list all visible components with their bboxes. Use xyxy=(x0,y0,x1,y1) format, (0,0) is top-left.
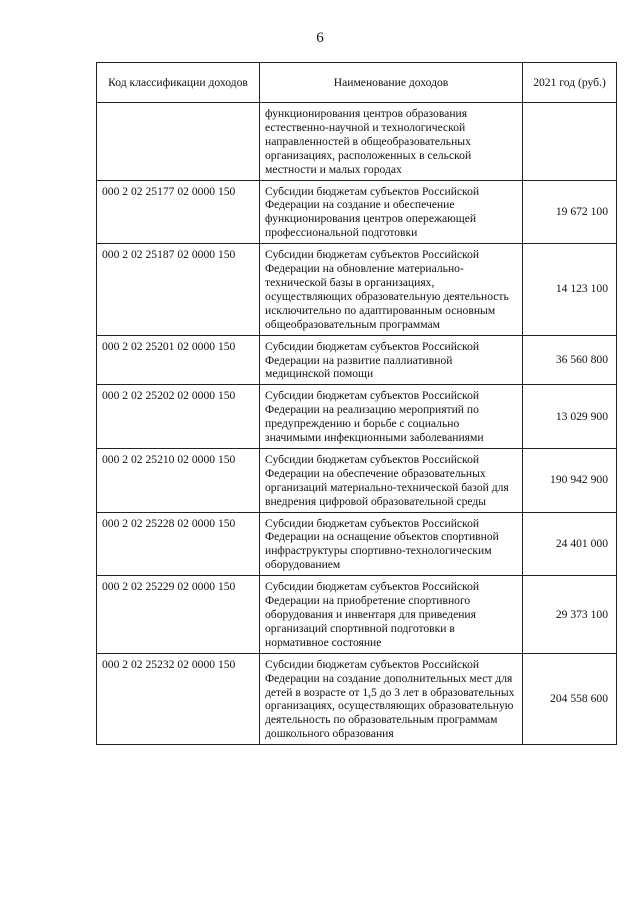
amount-cell: 24 401 000 xyxy=(523,512,617,576)
code-cell: 000 2 02 25232 02 0000 150 xyxy=(97,653,260,744)
table-row xyxy=(97,512,617,576)
header-code: Код классификации доходов xyxy=(97,63,260,103)
code-cell: 000 2 02 25201 02 0000 150 xyxy=(97,335,260,385)
amount-cell: 190 942 900 xyxy=(523,448,617,512)
amount-cell: 14 123 100 xyxy=(523,244,617,335)
header-name: Наименование доходов xyxy=(260,63,523,103)
page-number: 6 xyxy=(316,30,324,46)
name-cell: Субсидии бюджетам субъектов Российской Федерации на обновление материально-технической базы в организациях, осуществляющих образовательную деятельность исключительно по адаптированным основным общеобразовательным программам xyxy=(260,244,523,335)
code-cell: 000 2 02 25210 02 0000 150 xyxy=(97,448,260,512)
amount-cell-empty xyxy=(523,103,617,181)
table-header-row xyxy=(97,63,617,103)
amount-cell: 36 560 800 xyxy=(523,335,617,385)
table-row xyxy=(97,180,617,244)
code-cell: 000 2 02 25229 02 0000 150 xyxy=(97,576,260,654)
amount-cell: 204 558 600 xyxy=(523,653,617,744)
code-cell: 000 2 02 25202 02 0000 150 xyxy=(97,385,260,449)
table-row-continuation xyxy=(97,103,617,181)
name-cell: Субсидии бюджетам субъектов Российской Федерации на обеспечение образовательных организаций материально-технической базой для внедрения цифровой образовательной среды xyxy=(260,448,523,512)
code-cell: 000 2 02 25228 02 0000 150 xyxy=(97,512,260,576)
table-row xyxy=(97,653,617,744)
name-cell: Субсидии бюджетам субъектов Российской Федерации на оснащение объектов спортивной инфраструктуры спортивно-технологическим оборудованием xyxy=(260,512,523,576)
table-row xyxy=(97,385,617,449)
amount-cell: 13 029 900 xyxy=(523,385,617,449)
code-cell-empty xyxy=(97,103,260,181)
name-cell: Субсидии бюджетам субъектов Российской Федерации на развитие паллиативной медицинской помощи xyxy=(260,335,523,385)
name-cell: Субсидии бюджетам субъектов Российской Федерации на реализацию мероприятий по предупреждению и борьбе с социально значимыми инфекционными заболеваниями xyxy=(260,385,523,449)
amount-cell: 19 672 100 xyxy=(523,180,617,244)
header-amount: 2021 год (руб.) xyxy=(523,63,617,103)
amount-cell: 29 373 100 xyxy=(523,576,617,654)
code-cell: 000 2 02 25187 02 0000 150 xyxy=(97,244,260,335)
code-cell: 000 2 02 25177 02 0000 150 xyxy=(97,180,260,244)
table-row xyxy=(97,244,617,335)
name-cell: Субсидии бюджетам субъектов Российской Федерации на создание и обеспечение функционирования центров опережающей профессиональной подготовки xyxy=(260,180,523,244)
income-table xyxy=(96,62,617,745)
name-cell: Субсидии бюджетам субъектов Российской Федерации на создание дополнительных мест для детей в возрасте от 1,5 до 3 лет в образовательных организациях, осуществляющих образовательную деятельность по образовательным программам дошкольного образования xyxy=(260,653,523,744)
table-row xyxy=(97,576,617,654)
name-cell: Субсидии бюджетам субъектов Российской Федерации на приобретение спортивного оборудования и инвентаря для приведения организаций спортивной подготовки в нормативное состояние xyxy=(260,576,523,654)
table-row xyxy=(97,335,617,385)
continuation-name-cell: функционирования центров образования естественно-научной и технологической направленностей в общеобразовательных организациях, расположенных в сельской местности и малых городах xyxy=(260,103,523,181)
table-row xyxy=(97,448,617,512)
